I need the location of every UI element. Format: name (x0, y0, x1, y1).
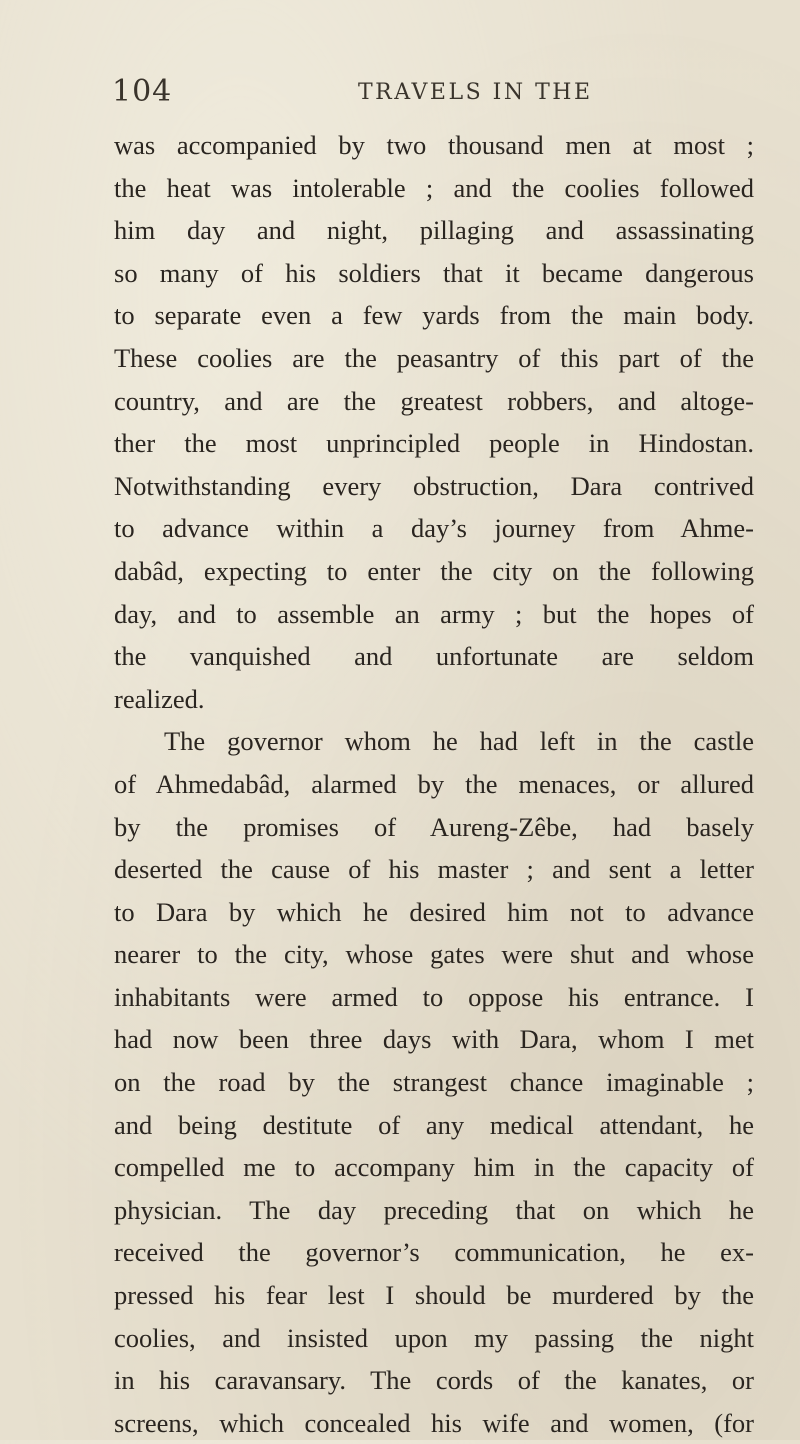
text-line: on the road by the strangest chance imaginable ; (114, 1067, 754, 1098)
text-line: inhabitants were armed to oppose his entrance. I (114, 981, 754, 1012)
text-line: Notwithstanding every obstruction, Dara contrived (114, 470, 754, 501)
text-line: coolies, and insisted upon my passing the night (114, 1322, 754, 1353)
text-line: dabâd, expecting to enter the city on the following (114, 555, 754, 586)
text-line: nearer to the city, whose gates were shut and whose (114, 939, 754, 970)
text-line: the vanquished and unfortunate are seldom (114, 641, 754, 672)
text-line: These coolies are the peasantry of this part of the (114, 342, 754, 373)
text-line: was accompanied by two thousand men at most ; (114, 130, 754, 160)
text-line: and being destitute of any medical attendant, he (114, 1109, 754, 1140)
text-line: in his caravansary. The cords of the kanates, or (114, 1365, 754, 1396)
text-line: by the promises of Aureng-Zêbe, had basely (114, 811, 754, 842)
body-text (114, 124, 754, 1444)
text-line: to advance within a day’s journey from Ahme- (114, 513, 754, 544)
text-line: compelled me to accompany him in the capacity of (114, 1152, 754, 1183)
text-line: pressed his fear lest I should be murdered by the (114, 1280, 754, 1311)
text-line: him day and night, pillaging and assassinating (114, 215, 754, 246)
text-line: had now been three days with Dara, whom I met (114, 1024, 754, 1055)
text-line: day, and to assemble an army ; but the hopes of (114, 598, 754, 629)
text-line: ther the most unprincipled people in Hindostan. (114, 428, 754, 459)
text-line: screens, which concealed his wife and women, (for (114, 1407, 754, 1438)
page-header (0, 74, 800, 114)
text-line: of Ahmedabâd, alarmed by the menaces, or allured (114, 768, 754, 799)
running-head: TRAVELS IN THE (358, 80, 593, 105)
paragraph-start-line: The governor whom he had left in the castle (164, 726, 754, 757)
text-line: country, and are the greatest robbers, and altoge- (114, 385, 754, 416)
text-line: to Dara by which he desired him not to advance (114, 896, 754, 927)
text-line: deserted the cause of his master ; and sent a letter (114, 854, 754, 885)
text-line: physician. The day preceding that on which he (114, 1194, 754, 1225)
page-number: 104 (112, 74, 173, 109)
text-line: received the governor’s communication, he ex- (114, 1237, 754, 1268)
paragraph-end-line: realized. (114, 683, 205, 714)
text-line: the heat was intolerable ; and the coolies followed (114, 172, 754, 203)
text-line: so many of his soldiers that it became dangerous (114, 257, 754, 288)
text-line: to separate even a few yards from the main body. (114, 300, 754, 331)
